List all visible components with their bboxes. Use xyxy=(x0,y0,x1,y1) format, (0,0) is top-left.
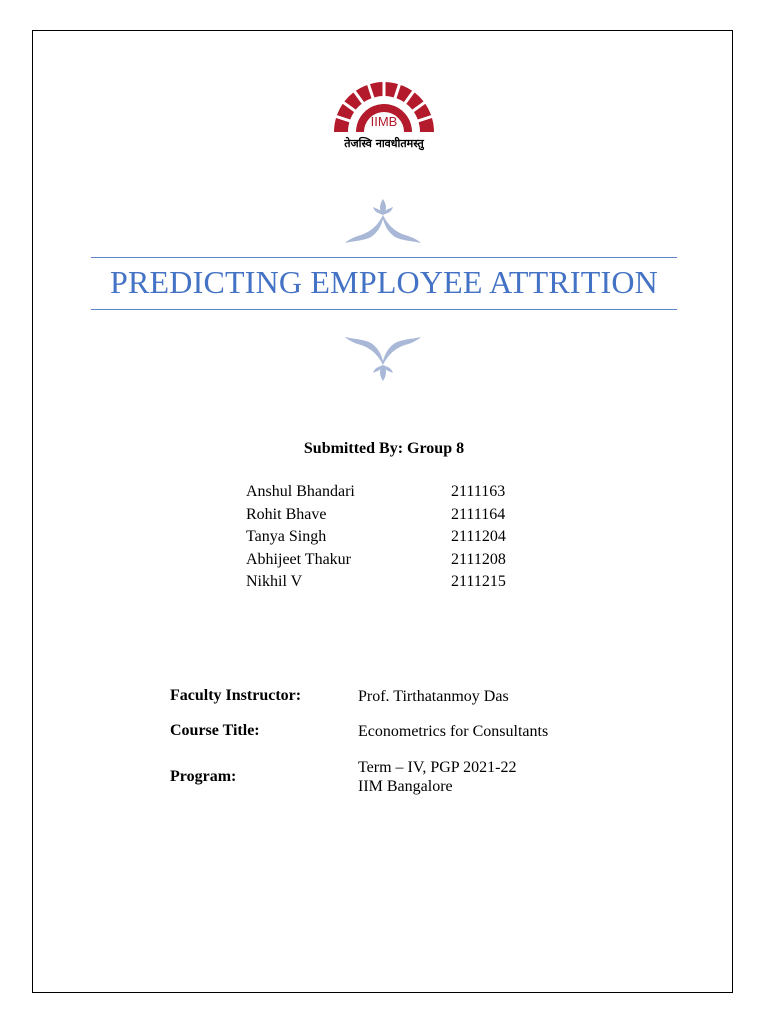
iimb-emblem-icon xyxy=(328,74,440,134)
title-rule-top xyxy=(91,257,677,258)
faculty-value: Prof. Tirthatanmoy Das xyxy=(358,688,509,705)
logo-motto: तेजस्वि नावधीतमस्तु xyxy=(344,137,424,150)
member-id: 2111208 xyxy=(451,550,506,568)
document-title: PREDICTING EMPLOYEE ATTRITION xyxy=(110,264,658,300)
program-line-2: IIM Bangalore xyxy=(358,778,453,795)
member-row xyxy=(246,571,531,594)
member-row xyxy=(246,504,531,527)
faculty-row xyxy=(170,687,509,706)
program-value xyxy=(358,758,516,796)
member-name: Tanya Singh xyxy=(246,528,327,545)
member-id: 2111204 xyxy=(451,528,506,545)
course-row xyxy=(170,722,548,741)
program-label: Program: xyxy=(170,768,237,785)
member-row xyxy=(246,526,531,549)
members-list xyxy=(246,481,531,594)
iimb-logo xyxy=(328,74,440,156)
member-name: Anshul Bhandari xyxy=(246,483,355,500)
program-line-1: Term – IV, PGP 2021-22 xyxy=(358,759,517,776)
member-row xyxy=(246,549,531,572)
ornament-bottom-icon xyxy=(343,335,423,383)
submitted-by-heading: Submitted By: Group 8 xyxy=(303,440,465,457)
course-value: Econometrics for Consultants xyxy=(358,723,549,740)
member-name: Abhijeet Thakur xyxy=(246,550,352,568)
title-rule-bottom xyxy=(91,309,677,310)
ornament-top-icon xyxy=(343,197,423,245)
logo-text: IIMB xyxy=(370,114,398,129)
course-label: Course Title: xyxy=(170,722,260,739)
member-id: 2111164 xyxy=(451,505,506,523)
program-row xyxy=(170,758,516,796)
member-name: Nikhil V xyxy=(246,573,303,590)
member-id: 2111215 xyxy=(451,573,506,590)
faculty-label: Faculty Instructor: xyxy=(170,687,302,704)
member-row xyxy=(246,481,531,504)
member-name: Rohit Bhave xyxy=(246,505,327,523)
member-id: 2111163 xyxy=(451,483,506,500)
